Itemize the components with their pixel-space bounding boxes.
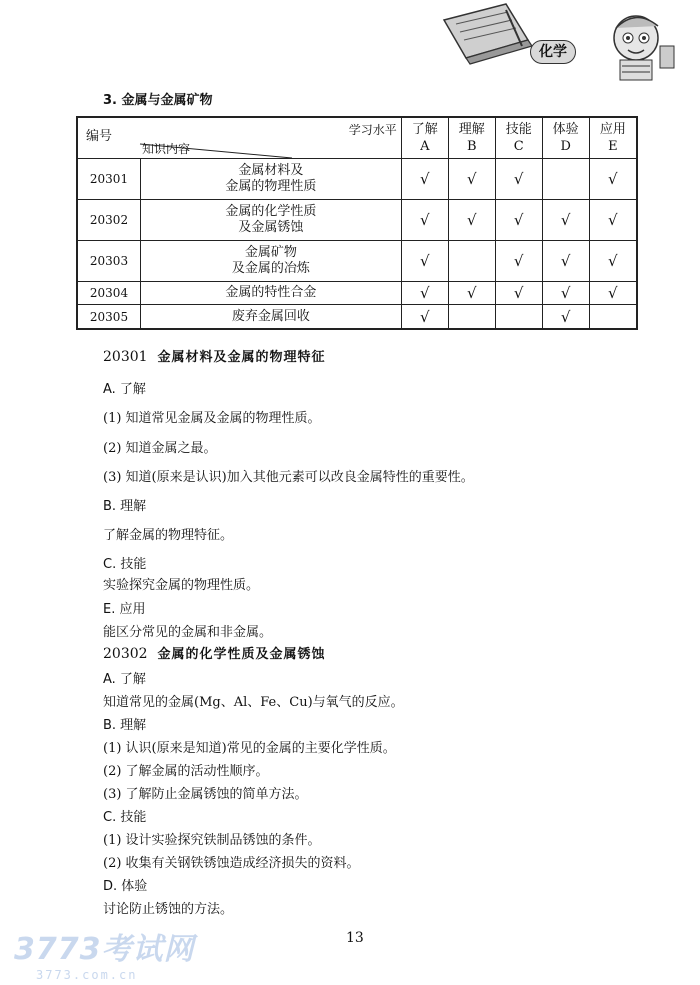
row-id: 20303 <box>77 240 141 281</box>
level-axis-label: 学习水平 <box>348 123 397 137</box>
check-cell: √ <box>542 281 589 305</box>
check-cell: √ <box>401 199 448 240</box>
watermark-logo: 3773考试网 <box>14 932 195 967</box>
requirement-text: (1) 知道常见金属及金属的物理性质。 <box>103 411 321 426</box>
check-cell <box>589 305 637 329</box>
requirement-text: 了解金属的物理特征。 <box>103 528 234 543</box>
check-cell: √ <box>401 240 448 281</box>
check-cell: √ <box>589 159 637 200</box>
requirement-text: 能区分常见的金属和非金属。 <box>103 625 273 640</box>
requirement-text: (3) 了解防止金属锈蚀的简单方法。 <box>103 787 308 802</box>
check-cell: √ <box>448 159 495 200</box>
level-code: A <box>420 139 430 154</box>
watermark-url: 3773.com.cn <box>36 968 138 982</box>
topic-line: 金属矿物 <box>244 244 297 260</box>
check-cell <box>448 305 495 329</box>
requirement-text: (2) 知道金属之最。 <box>103 441 217 456</box>
requirement-text: (3) 知道(原来是认识)加入其他元素可以改良金属特性的重要性。 <box>103 470 474 485</box>
check-cell: √ <box>401 159 448 200</box>
level-heading: E. 应用 <box>103 602 146 617</box>
check-cell: √ <box>448 281 495 305</box>
topic-line: 及金属的冶炼 <box>231 260 310 276</box>
content-axis-label: 知识内容 <box>142 142 191 156</box>
check-cell: √ <box>495 281 542 305</box>
level-heading: B. 理解 <box>103 718 147 733</box>
table-corner-cell <box>77 117 401 159</box>
level-heading: C. 技能 <box>103 557 147 572</box>
level-heading: D. 体验 <box>103 879 148 894</box>
level-header <box>495 117 542 159</box>
level-heading: C. 技能 <box>103 810 147 825</box>
table-row <box>77 159 637 200</box>
table-row <box>77 305 637 329</box>
id-column-label: 编号 <box>86 129 113 144</box>
section-title: 3. 金属与金属矿物 <box>103 93 213 108</box>
topic-line: 金属的化学性质 <box>225 203 317 219</box>
check-cell: √ <box>542 240 589 281</box>
row-id: 20305 <box>77 305 141 329</box>
check-cell: √ <box>401 305 448 329</box>
level-name: 应用 <box>599 122 626 137</box>
level-code: C <box>513 139 524 154</box>
topic-heading-20301 <box>103 346 326 365</box>
check-cell: √ <box>495 240 542 281</box>
requirement-text: (2) 了解金属的活动性顺序。 <box>103 764 269 779</box>
subject-badge: 化学 <box>530 40 576 64</box>
level-code: B <box>466 139 477 154</box>
check-cell: √ <box>401 281 448 305</box>
topic-code: 20302 <box>103 646 148 662</box>
check-cell: √ <box>542 199 589 240</box>
row-topic <box>141 281 402 305</box>
check-cell: √ <box>589 199 637 240</box>
row-id: 20304 <box>77 281 141 305</box>
check-cell: √ <box>542 305 589 329</box>
level-heading: A. 了解 <box>103 382 146 397</box>
level-header <box>589 117 637 159</box>
level-code: E <box>608 139 618 154</box>
level-code: D <box>560 139 571 154</box>
requirement-text: 讨论防止锈蚀的方法。 <box>103 902 234 917</box>
learning-level-table <box>76 116 638 330</box>
check-cell: √ <box>495 159 542 200</box>
row-topic <box>141 305 402 329</box>
row-id: 20302 <box>77 199 141 240</box>
table-row <box>77 281 637 305</box>
topic-code: 20301 <box>103 349 148 365</box>
level-header <box>542 117 589 159</box>
level-name: 理解 <box>458 122 485 137</box>
topic-heading-20302 <box>103 643 326 662</box>
requirement-text: (2) 收集有关钢铁锈蚀造成经济损失的资料。 <box>103 856 360 871</box>
table-header-row <box>77 117 637 159</box>
level-name: 体验 <box>552 122 579 137</box>
level-heading: A. 了解 <box>103 672 146 687</box>
row-topic <box>141 199 402 240</box>
requirement-text: (1) 认识(原来是知道)常见的金属的主要化学性质。 <box>103 741 396 756</box>
check-cell <box>495 305 542 329</box>
topic-line: 及金属锈蚀 <box>238 219 304 235</box>
topic-line: 金属材料及 <box>238 162 304 178</box>
check-cell <box>448 240 495 281</box>
level-name: 了解 <box>411 122 438 137</box>
level-heading: B. 理解 <box>103 499 147 514</box>
topic-title: 金属的化学性质及金属锈蚀 <box>157 647 326 662</box>
check-cell: √ <box>589 281 637 305</box>
level-name: 技能 <box>505 122 532 137</box>
level-header <box>401 117 448 159</box>
check-cell: √ <box>448 199 495 240</box>
check-cell: √ <box>495 199 542 240</box>
table-row <box>77 199 637 240</box>
requirement-text: 实验探究金属的物理性质。 <box>103 578 260 593</box>
check-cell <box>542 159 589 200</box>
row-topic <box>141 159 402 200</box>
requirement-text: 知道常见的金属(Mg、Al、Fe、Cu)与氧气的反应。 <box>103 695 404 710</box>
topic-line: 金属的物理性质 <box>225 178 317 194</box>
topic-line: 金属的特性合金 <box>225 284 317 300</box>
check-cell: √ <box>589 240 637 281</box>
requirement-text: (1) 设计实验探究铁制品锈蚀的条件。 <box>103 833 321 848</box>
watermark <box>14 924 195 982</box>
row-topic <box>141 240 402 281</box>
table-row <box>77 240 637 281</box>
row-id: 20301 <box>77 159 141 200</box>
topic-title: 金属材料及金属的物理特征 <box>157 350 326 365</box>
level-header <box>448 117 495 159</box>
topic-line: 废弃金属回收 <box>231 308 310 324</box>
page-number: 13 <box>346 930 364 946</box>
